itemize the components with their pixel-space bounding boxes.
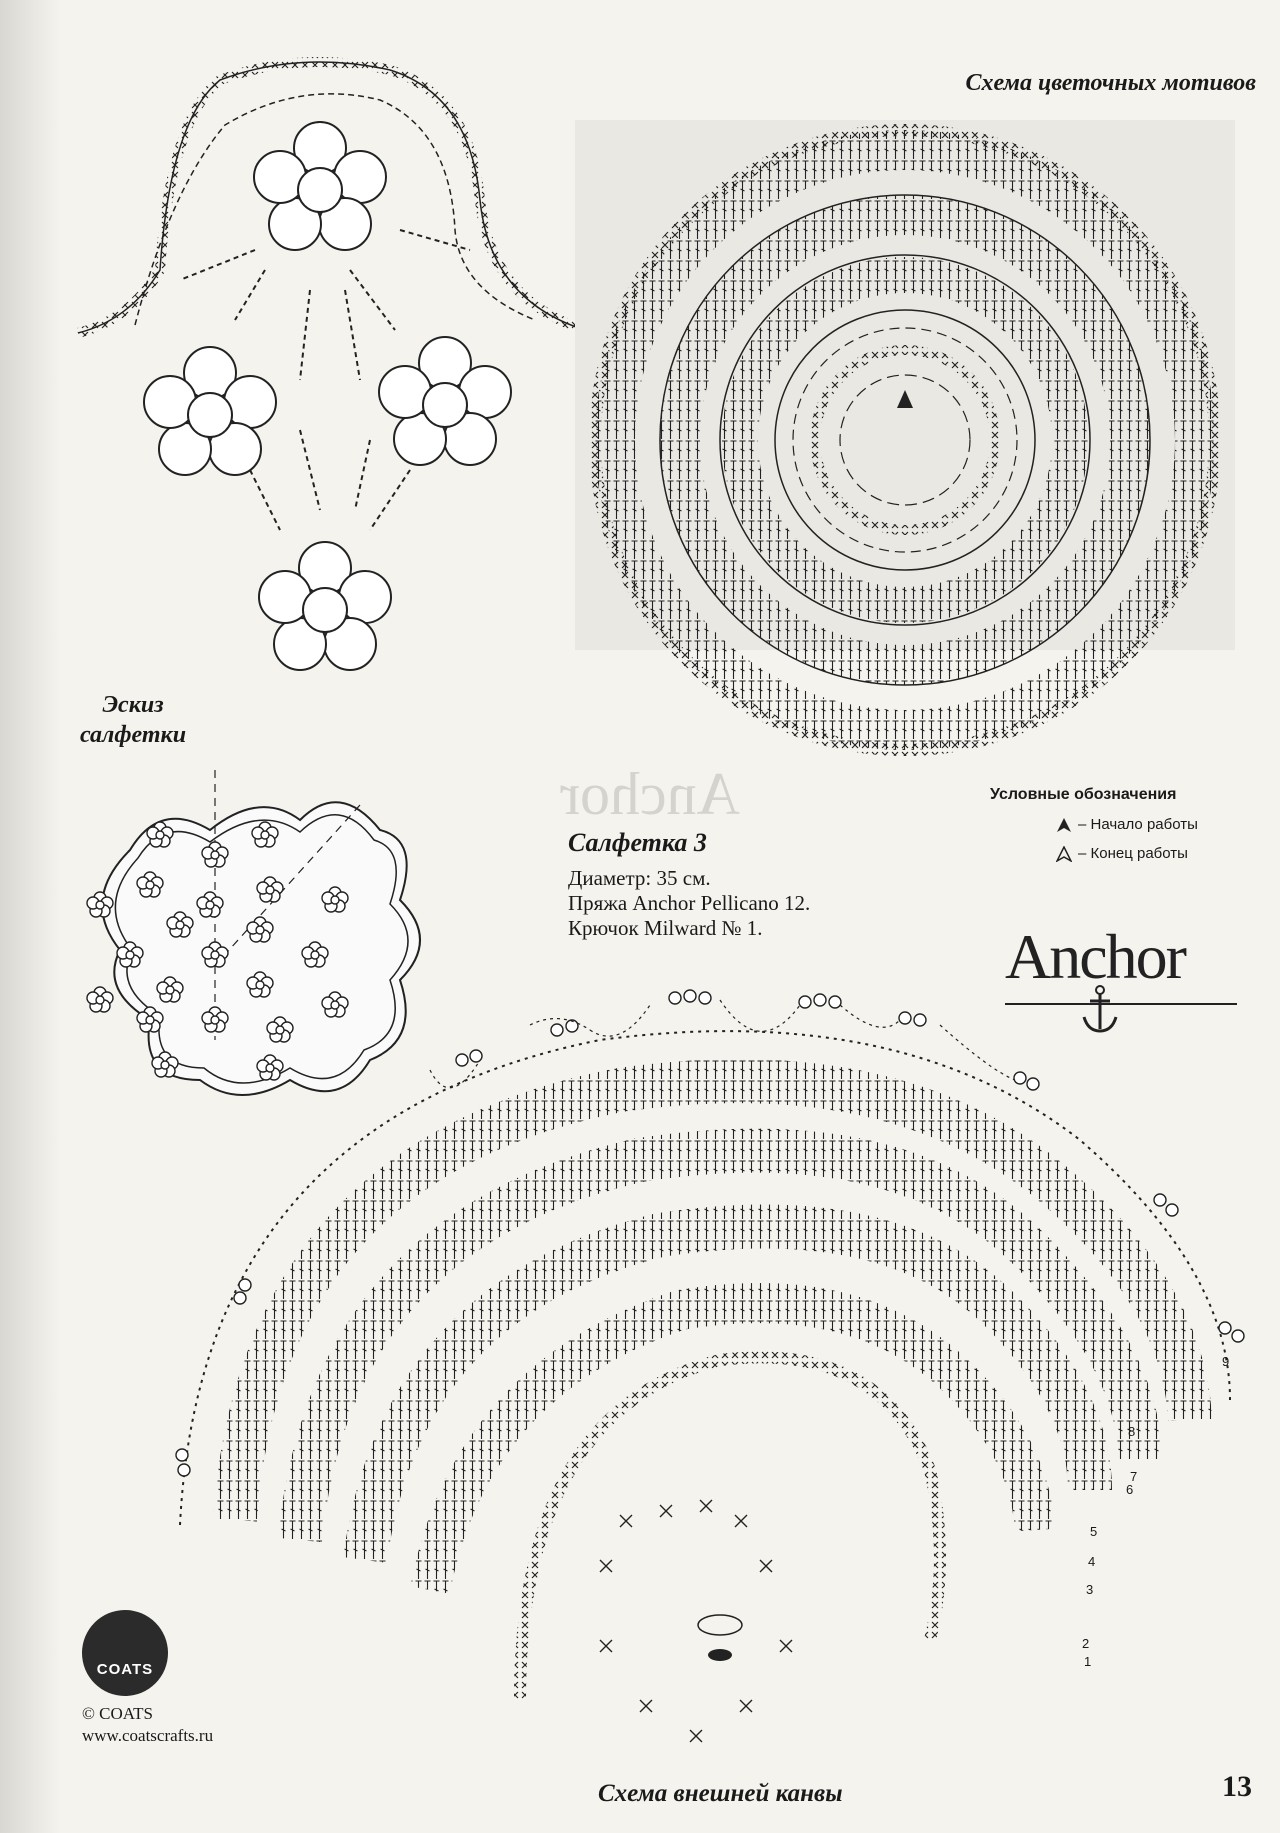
row-number-3: 3 [1086, 1582, 1094, 1597]
row-number-1: 1 [1084, 1654, 1092, 1669]
sketch-title [80, 690, 186, 750]
pattern-diameter: Диаметр: 35 см. [568, 866, 711, 890]
row-number-8: 8 [1128, 1424, 1136, 1439]
row-number-9: 9 [1222, 1354, 1230, 1369]
flower-motif-left [144, 347, 276, 475]
row-number-4: 4 [1088, 1554, 1096, 1569]
page-title: Схема цветочных мотивов [965, 70, 1256, 96]
flower-motif-bottom [259, 542, 391, 670]
legend-start-label: – Начало работы [1078, 816, 1198, 833]
legend-title: Условные обозначения [990, 786, 1177, 803]
pattern-info [568, 828, 810, 942]
legend [990, 786, 1198, 874]
outer-lace-chart [176, 990, 1244, 1742]
legend-end-label: – Конец работы [1078, 845, 1188, 862]
anchor-brand-logo: Anchor [1005, 921, 1185, 992]
circular-motif-chart [575, 120, 1235, 750]
flower-motif-right [379, 337, 511, 465]
row-number-2: 2 [1082, 1636, 1090, 1651]
coats-logo-text: COATS [96, 1661, 154, 1678]
copyright-block [82, 1703, 213, 1747]
end-triangle-icon [1056, 846, 1072, 862]
website-link[interactable]: www.coatscrafts.ru [82, 1726, 214, 1746]
pattern-hook: Крючок Milward № 1. [568, 916, 763, 941]
legend-end-row [1056, 845, 1198, 862]
flower-motif-assembly [78, 62, 585, 670]
row-number-6: 6 [1126, 1482, 1134, 1497]
bleed-through-anchor-text: Anchor [560, 761, 740, 827]
pattern-title: Салфетка 3 [568, 828, 707, 857]
anchor-icon [1080, 985, 1120, 1035]
anchor-logo-rule [1005, 1003, 1237, 1005]
row-number-7: 7 [1130, 1469, 1138, 1484]
legend-start-row [1056, 816, 1198, 833]
outer-canvas-caption: Схема внешней канвы [598, 1780, 843, 1807]
row-number-5: 5 [1090, 1524, 1098, 1539]
doily-sketch [87, 770, 420, 1095]
sketch-title-line1: Эскиз [102, 692, 164, 718]
sketch-title-line2: салфетки [80, 722, 187, 748]
page-number: 13 [1222, 1770, 1252, 1803]
coats-logo-icon [82, 1610, 168, 1696]
copyright-text: © COATS [82, 1704, 154, 1723]
start-triangle-icon [1056, 817, 1072, 833]
flower-motif-top [254, 122, 386, 250]
pattern-yarn: Пряжа Anchor Pellicano 12. [568, 891, 811, 916]
